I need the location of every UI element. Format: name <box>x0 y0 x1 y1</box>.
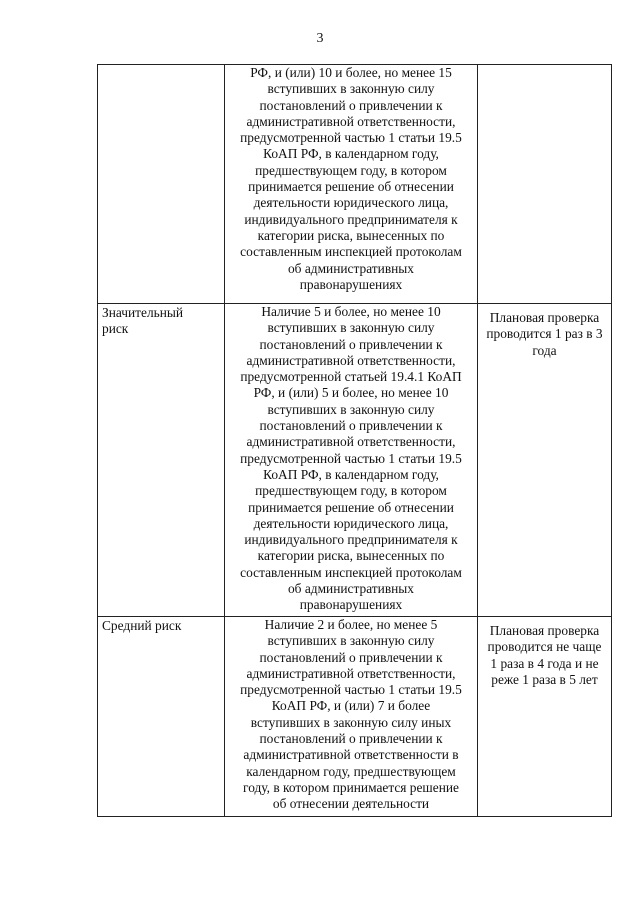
criteria-text-line: составленным инспекцией протоколам <box>240 564 462 580</box>
criteria-text-line: предусмотренной статьей 19.4.1 КоАП <box>240 369 462 385</box>
criteria-text-line: административной ответственности, <box>246 665 456 681</box>
criteria-text-line: индивидуального предпринимателя к <box>244 532 458 548</box>
inspection-frequency-text: Плановая проверка <box>489 310 600 325</box>
criteria-text-line: КоАП РФ, в календарном году, <box>263 466 439 482</box>
criteria-text-line: деятельности юридического лица, <box>253 515 449 531</box>
inspection-frequency-cell <box>478 65 612 304</box>
criteria-text-line: КоАП РФ, и (или) 7 и более <box>271 698 431 714</box>
criteria-text-line: постановлений о привлечении к <box>259 418 443 434</box>
table-body <box>98 65 612 817</box>
inspection-frequency-cell <box>478 617 612 817</box>
page-number: 3 <box>316 31 324 46</box>
criteria-text-line: индивидуального предпринимателя к <box>244 211 458 227</box>
criteria-text-line: предусмотренной частью 1 статьи 19.5 <box>240 682 462 698</box>
criteria-text-line: административной ответственности, <box>246 113 456 129</box>
criteria-text-line: предусмотренной частью 1 статьи 19.5 <box>240 450 462 466</box>
criteria-cell <box>225 304 478 617</box>
criteria-text-line: Наличие 5 и более, но менее 10 <box>261 304 441 319</box>
criteria-text-line: РФ, и (или) 5 и более, но менее 10 <box>253 385 449 401</box>
criteria-text-line: постановлений о привлечении к <box>259 97 443 113</box>
criteria-text-line: постановлений о привлечении к <box>259 731 443 747</box>
criteria-text-line: предусмотренной частью 1 статьи 19.5 <box>240 130 462 146</box>
criteria-cell <box>225 617 478 817</box>
criteria-text-line: принимается решение об отнесении <box>248 499 454 515</box>
criteria-text-line: административной ответственности в <box>243 747 459 763</box>
inspection-frequency-text: Плановая проверка <box>489 623 600 638</box>
criteria-text-line: постановлений о привлечении к <box>259 649 443 665</box>
risk-category-text: Средний риск <box>102 618 182 633</box>
criteria-text-line: РФ, и (или) 10 и более, но менее 15 <box>250 65 452 80</box>
criteria-text-line: предшествующем году, в котором <box>255 162 447 178</box>
table-row <box>98 304 612 617</box>
inspection-frequency-text: года <box>532 342 557 358</box>
criteria-text-line: правонарушениях <box>299 597 403 613</box>
criteria-text-line: об административных <box>287 581 415 597</box>
criteria-text-line: категории риска, вынесенных по <box>257 548 445 564</box>
criteria-text-line: Наличие 2 и более, но менее 5 <box>264 617 438 632</box>
inspection-frequency-text: 1 раза в 4 года и не <box>490 655 599 671</box>
criteria-text-line: вступивших в законную силу <box>267 81 435 97</box>
table-row <box>98 617 612 817</box>
inspection-frequency-text: реже 1 раза в 5 лет <box>491 671 598 687</box>
inspection-frequency-cell <box>478 304 612 617</box>
risk-category-cell <box>98 65 225 304</box>
risk-category-table <box>97 64 612 817</box>
criteria-text-line: календарном году, предшествующем <box>246 763 456 779</box>
criteria-cell <box>225 65 478 304</box>
criteria-text-line: КоАП РФ, в календарном году, <box>263 146 439 162</box>
criteria-text-line: административной ответственности, <box>246 352 456 368</box>
risk-category-text: Значительный <box>102 305 184 320</box>
criteria-text-line: вступивших в законную силу иных <box>250 714 452 730</box>
inspection-frequency-text: проводится 1 раз в 3 <box>486 326 603 342</box>
criteria-text-line: вступивших в законную силу <box>267 633 435 649</box>
inspection-frequency-text: проводится не чаще <box>487 639 602 655</box>
criteria-text-line: предшествующем году, в котором <box>255 483 447 499</box>
risk-category-cell <box>98 617 225 817</box>
criteria-text-line: принимается решение об отнесении <box>248 179 454 195</box>
criteria-text-line: вступивших в законную силу <box>267 320 435 336</box>
criteria-text-line: правонарушениях <box>299 276 403 292</box>
criteria-text-line: об административных <box>287 260 415 276</box>
criteria-text-line: об отнесении деятельности <box>272 796 430 812</box>
criteria-text-line: вступивших в законную силу <box>267 401 435 417</box>
risk-category-cell <box>98 304 225 617</box>
risk-category-text: риск <box>102 321 129 337</box>
criteria-text-line: постановлений о привлечении к <box>259 336 443 352</box>
criteria-text-line: деятельности юридического лица, <box>253 195 449 211</box>
criteria-text-line: административной ответственности, <box>246 434 456 450</box>
criteria-text-line: составленным инспекцией протоколам <box>240 244 462 260</box>
criteria-text-line: категории риска, вынесенных по <box>257 227 445 243</box>
criteria-text-line: году, в котором принимается решение <box>243 779 459 795</box>
table-row <box>98 65 612 304</box>
